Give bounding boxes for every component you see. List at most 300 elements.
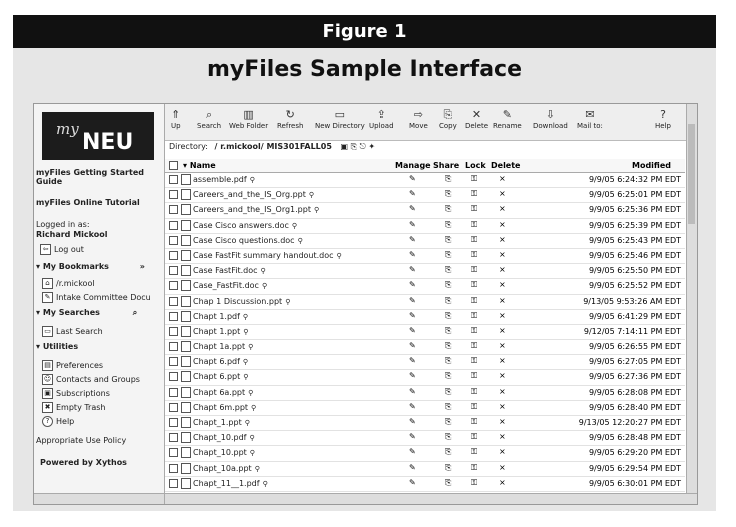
lock-icon[interactable]: ⚿: [471, 356, 478, 366]
share-icon[interactable]: ⎘: [445, 265, 452, 275]
file-name[interactable]: [193, 448, 255, 457]
file-name[interactable]: [193, 190, 314, 199]
bookmarks-heading[interactable]: ▾ My Bookmarks »: [36, 262, 145, 271]
share-icon[interactable]: ⎘: [445, 477, 452, 487]
binoculars-icon[interactable]: ⚲: [285, 297, 291, 306]
file-icon: [181, 417, 191, 428]
modified-date: 9/9/05 6:29:20 PM EDT: [588, 448, 681, 458]
vertical-scrollbar[interactable]: [686, 104, 697, 494]
file-row[interactable]: [165, 370, 685, 385]
file-name-text: Careers_and_the_IS_Org1.ppt: [193, 205, 311, 215]
share-icon[interactable]: ⎘: [445, 325, 452, 335]
rename-icon: ✎: [502, 108, 512, 121]
binoculars-icon[interactable]: ⚲: [248, 343, 254, 352]
delete-icon[interactable]: ×: [499, 174, 506, 183]
online-tutorial-link[interactable]: myFiles Online Tutorial: [36, 198, 140, 207]
modified-date: 9/9/05 6:25:01 PM EDT: [588, 190, 681, 200]
file-name[interactable]: [193, 433, 255, 442]
file-row[interactable]: [165, 188, 685, 203]
delete-icon[interactable]: ×: [499, 356, 506, 366]
file-name[interactable]: [193, 221, 297, 230]
row-checkbox[interactable]: [169, 448, 178, 457]
column-name[interactable]: ▾ Name: [183, 161, 216, 170]
bookmark-add-icon[interactable]: »: [139, 262, 145, 271]
file-name[interactable]: [193, 403, 256, 412]
share-icon[interactable]: ⎘: [445, 295, 452, 305]
toolbar-button-label: Rename: [493, 122, 522, 130]
move-icon: ⇨: [413, 108, 423, 121]
binoculars-icon[interactable]: ⚲: [262, 479, 268, 488]
binoculars-icon[interactable]: ⚲: [308, 191, 315, 200]
lock-icon[interactable]: ⚿: [471, 325, 478, 335]
logout-label: Log out: [54, 245, 84, 254]
row-checkbox[interactable]: [169, 388, 178, 397]
share-icon[interactable]: ⎘: [445, 310, 452, 320]
file-table-body: [165, 173, 685, 492]
mail-icon: ✉: [585, 108, 595, 121]
row-checkbox[interactable]: [169, 251, 178, 260]
modified-date: 9/9/05 6:25:46 PM EDT: [588, 250, 681, 260]
delete-icon[interactable]: ×: [499, 341, 506, 351]
share-icon[interactable]: ⎘: [445, 234, 452, 244]
row-checkbox[interactable]: [169, 357, 178, 366]
bookmark-item[interactable]: [42, 292, 151, 303]
file-icon: [181, 265, 191, 276]
file-row[interactable]: [165, 173, 685, 188]
binoculars-icon[interactable]: ⚲: [243, 327, 249, 336]
toolbar-button-new-directory[interactable]: [315, 108, 365, 130]
logo-neu-text: NEU: [82, 130, 134, 155]
row-checkbox[interactable]: [169, 236, 178, 245]
utility-label: Subscriptions: [56, 389, 110, 398]
bookmark-item[interactable]: [42, 278, 95, 289]
binoculars-icon[interactable]: ⚲: [313, 206, 320, 215]
utility-label: Empty Trash: [56, 403, 106, 412]
toolbar-button-label: Up: [171, 122, 181, 130]
user-name: Richard Mickool: [36, 230, 108, 239]
file-icon: [181, 189, 191, 200]
binoculars-icon[interactable]: ⚲: [261, 282, 268, 291]
delete-icon[interactable]: ×: [499, 234, 506, 244]
download-icon: ⇩: [545, 108, 555, 121]
toolbar-button-upload[interactable]: [369, 108, 394, 130]
file-icon: [181, 356, 191, 367]
utility-label: Preferences: [56, 361, 104, 370]
share-icon[interactable]: ⎘: [445, 204, 452, 214]
binoculars-icon[interactable]: ⚲: [291, 221, 298, 230]
file-name-text: Case Cisco questions.doc: [193, 235, 295, 245]
file-name-text: Chapt_10.pdf: [193, 433, 247, 443]
delete-icon[interactable]: ×: [499, 462, 506, 472]
subscriptions-icon: ▣: [42, 388, 53, 399]
lock-icon[interactable]: ⚿: [471, 371, 478, 381]
file-name[interactable]: [193, 175, 255, 184]
row-checkbox[interactable]: [169, 297, 178, 306]
manage-icon[interactable]: ✎: [409, 477, 416, 487]
share-icon[interactable]: ⎘: [445, 280, 452, 290]
file-row[interactable]: [165, 234, 685, 249]
column-delete: Delete: [491, 161, 521, 170]
toolbar-button-label: Delete: [465, 122, 488, 130]
file-name-text: Case_FastFit.doc: [193, 281, 259, 291]
file-icon: [181, 447, 191, 458]
modified-date: 9/9/05 6:28:40 PM EDT: [588, 402, 681, 412]
toolbar-button-label: Copy: [439, 122, 457, 130]
delete-icon[interactable]: ×: [499, 249, 506, 259]
manage-icon[interactable]: ✎: [409, 401, 416, 411]
file-name[interactable]: [193, 342, 253, 351]
folder-icon: ▭: [42, 326, 53, 337]
toolbar-button-label: Web Folder: [229, 122, 269, 130]
search-item[interactable]: [42, 326, 103, 337]
row-checkbox[interactable]: [169, 327, 178, 336]
manage-icon[interactable]: ✎: [409, 310, 416, 320]
file-icon: [181, 341, 191, 352]
directory-path[interactable]: / r.mickool/ MIS301FALL05: [214, 142, 332, 151]
utility-item-contacts[interactable]: [42, 374, 140, 385]
file-name[interactable]: [193, 357, 248, 366]
file-table-header: [165, 159, 685, 173]
delete-icon[interactable]: ×: [499, 401, 506, 411]
delete-icon[interactable]: ×: [499, 280, 506, 290]
file-name[interactable]: [193, 464, 260, 473]
share-icon[interactable]: ⎘: [445, 174, 452, 183]
manage-icon[interactable]: ✎: [409, 386, 416, 396]
row-checkbox[interactable]: [169, 312, 178, 321]
file-row[interactable]: [165, 295, 685, 310]
share-icon[interactable]: ⎘: [445, 219, 452, 229]
lock-icon[interactable]: ⚿: [471, 295, 478, 305]
manage-icon[interactable]: ✎: [409, 341, 416, 351]
lock-icon[interactable]: ⚿: [471, 386, 478, 396]
row-checkbox[interactable]: [169, 190, 178, 199]
binoculars-icon[interactable]: ⚲: [243, 373, 249, 382]
toolbar-button-label: Download: [533, 122, 568, 130]
delete-icon[interactable]: ×: [499, 386, 506, 396]
preferences-icon: ▤: [42, 360, 53, 371]
binoculars-icon[interactable]: ⚲: [260, 267, 266, 276]
vertical-scroll-thumb[interactable]: [688, 124, 695, 224]
sidebar-horizontal-scrollbar[interactable]: [34, 493, 164, 504]
directory-action-icons[interactable]: ▣ ⎘ ⎋ ✦: [340, 142, 376, 151]
file-name[interactable]: [193, 327, 248, 336]
modified-date: 9/12/05 7:14:11 PM EDT: [583, 326, 681, 336]
modified-date: 9/9/05 6:30:01 PM EDT: [588, 478, 681, 488]
modified-date: 9/9/05 6:27:36 PM EDT: [588, 372, 681, 382]
binoculars-icon[interactable]: ⚲: [297, 236, 303, 245]
delete-icon[interactable]: ×: [499, 204, 506, 214]
manage-icon[interactable]: ✎: [409, 432, 416, 442]
file-icon: [181, 311, 191, 322]
delete-icon[interactable]: ×: [499, 432, 506, 442]
modified-date: 9/9/05 6:28:48 PM EDT: [588, 433, 681, 443]
row-checkbox[interactable]: [169, 175, 178, 184]
new-directory-icon: ▭: [334, 108, 346, 121]
file-name[interactable]: [193, 281, 267, 290]
file-row[interactable]: [165, 340, 685, 355]
manage-icon[interactable]: ✎: [409, 234, 416, 244]
delete-icon[interactable]: ×: [499, 189, 506, 199]
search-label: Last Search: [56, 327, 103, 336]
file-row[interactable]: [165, 401, 685, 416]
file-row[interactable]: [165, 310, 685, 325]
horizontal-scrollbar[interactable]: [165, 493, 697, 504]
manage-icon[interactable]: ✎: [409, 356, 416, 366]
manage-icon[interactable]: ✎: [409, 325, 416, 335]
row-checkbox[interactable]: [169, 205, 178, 214]
row-checkbox[interactable]: [169, 433, 178, 442]
modified-date: 9/9/05 6:25:39 PM EDT: [588, 220, 681, 230]
share-icon[interactable]: ⎘: [445, 417, 452, 426]
share-icon[interactable]: ⎘: [445, 371, 452, 381]
file-row[interactable]: [165, 416, 685, 431]
delete-icon[interactable]: ×: [499, 295, 506, 305]
searches-heading-label: My Searches: [42, 308, 100, 317]
delete-icon[interactable]: ×: [499, 219, 506, 229]
lock-icon[interactable]: ⚿: [471, 265, 478, 275]
share-icon[interactable]: ⎘: [445, 462, 452, 472]
file-row[interactable]: [165, 446, 685, 461]
manage-icon[interactable]: ✎: [409, 371, 416, 381]
searches-heading[interactable]: ▾ My Searches ⌕: [36, 308, 138, 317]
myneu-logo[interactable]: [42, 112, 154, 160]
up-icon: ⇑: [171, 108, 181, 121]
file-name-text: Case FastFit.doc: [193, 266, 258, 276]
manage-icon[interactable]: ✎: [409, 219, 416, 229]
modified-date: 9/13/05 9:53:26 AM EDT: [583, 296, 681, 306]
lock-icon[interactable]: ⚿: [471, 477, 478, 487]
file-icon: [181, 402, 191, 413]
manage-icon[interactable]: ✎: [409, 174, 416, 183]
binoculars-icon[interactable]: ⚲: [251, 403, 257, 412]
manage-icon[interactable]: ✎: [409, 280, 416, 290]
refresh-icon: ↻: [285, 108, 295, 121]
file-icon: [181, 250, 191, 261]
lock-icon[interactable]: ⚿: [471, 310, 478, 320]
share-icon[interactable]: ⎘: [445, 249, 452, 259]
utility-label: Help: [56, 417, 75, 426]
binoculars-icon[interactable]: ⚲: [242, 312, 249, 321]
lock-icon[interactable]: ⚿: [471, 219, 478, 229]
modified-date: 9/9/05 6:27:05 PM EDT: [588, 357, 681, 367]
toolbar-button-search[interactable]: [197, 108, 221, 130]
row-checkbox[interactable]: [169, 418, 178, 427]
toolbar-button-download[interactable]: [533, 108, 568, 130]
toolbar-button-help[interactable]: [655, 108, 671, 130]
file-icon: [181, 296, 191, 307]
file-row[interactable]: [165, 249, 685, 264]
column-lock: Lock: [465, 161, 486, 170]
figure-title: myFiles Sample Interface: [206, 57, 523, 82]
manage-icon[interactable]: ✎: [409, 265, 416, 275]
toolbar-button-label: Help: [655, 122, 671, 130]
file-name[interactable]: [193, 372, 248, 381]
column-modified[interactable]: Modified: [631, 161, 671, 170]
lock-icon[interactable]: ⚿: [471, 447, 478, 457]
binoculars-icon[interactable]: ⚲: [249, 449, 255, 458]
share-icon[interactable]: ⎘: [445, 432, 452, 442]
utilities-heading[interactable]: ▾ Utilities: [36, 342, 79, 351]
share-icon[interactable]: ⎘: [445, 447, 452, 457]
share-icon[interactable]: ⎘: [445, 341, 452, 351]
file-row[interactable]: [165, 355, 685, 370]
web-folder-icon: ▥: [243, 108, 254, 121]
file-name[interactable]: [193, 297, 290, 306]
toolbar-button-refresh[interactable]: [277, 108, 303, 130]
toolbar: [165, 104, 697, 141]
delete-icon[interactable]: ×: [499, 371, 506, 381]
row-checkbox[interactable]: [169, 479, 178, 488]
file-name-text: Chapt 6.ppt: [193, 372, 241, 382]
bookmark-pen-icon: ✎: [42, 292, 53, 303]
binoculars-icon[interactable]: ⚲: [249, 434, 255, 443]
file-row[interactable]: [165, 203, 685, 218]
file-row[interactable]: [165, 279, 685, 294]
app-window: [33, 103, 698, 505]
manage-icon[interactable]: ✎: [409, 189, 416, 199]
delete-icon[interactable]: ×: [499, 310, 506, 320]
contacts-icon: ☺: [43, 375, 52, 383]
upload-icon: ⇪: [376, 108, 386, 121]
file-name-text: Chapt_1.ppt: [193, 418, 242, 427]
file-name-text: Chapt_10a.ppt: [193, 463, 252, 473]
column-share: Share: [433, 161, 460, 170]
binoculars-icon[interactable]: ⚲: [248, 388, 254, 397]
row-checkbox[interactable]: [169, 221, 178, 230]
file-name[interactable]: [193, 236, 303, 245]
file-icon: [181, 174, 191, 185]
file-row[interactable]: [165, 462, 685, 477]
file-icon: [181, 280, 191, 291]
utility-item-empty-trash[interactable]: [42, 402, 105, 413]
toolbar-button-delete[interactable]: [465, 108, 488, 130]
delete-icon[interactable]: ×: [499, 477, 506, 487]
row-checkbox[interactable]: [169, 403, 178, 412]
utility-item-preferences[interactable]: [42, 360, 103, 371]
row-checkbox[interactable]: [169, 372, 178, 381]
file-row[interactable]: [165, 431, 685, 446]
delete-icon[interactable]: ×: [499, 417, 506, 426]
file-icon: [181, 478, 191, 489]
file-name[interactable]: [193, 312, 248, 321]
toolbar-button-rename[interactable]: [493, 108, 522, 130]
lock-icon[interactable]: ⚿: [471, 204, 478, 214]
logout-link[interactable]: [40, 244, 84, 255]
lock-icon[interactable]: ⚿: [471, 249, 478, 259]
lock-icon[interactable]: ⚿: [471, 417, 478, 426]
manage-icon[interactable]: ✎: [409, 447, 416, 457]
toolbar-button-copy[interactable]: [439, 108, 457, 130]
manage-icon[interactable]: ✎: [409, 295, 416, 305]
delete-icon[interactable]: ×: [499, 325, 506, 335]
home-folder-icon: ⌂: [42, 278, 53, 289]
lock-icon[interactable]: ⚿: [471, 462, 478, 472]
row-checkbox[interactable]: [169, 464, 178, 473]
share-icon[interactable]: ⎘: [445, 356, 452, 366]
toolbar-button-label: New Directory: [315, 122, 365, 130]
figure-frame: [13, 15, 716, 511]
bookmark-label: /r.mickool: [56, 279, 95, 288]
toolbar-button-web-folder[interactable]: [229, 108, 268, 130]
policy-link[interactable]: Appropriate Use Policy: [36, 436, 127, 445]
toolbar-button-label: Refresh: [277, 122, 304, 130]
directory-label: Directory:: [169, 142, 208, 151]
manage-icon[interactable]: ✎: [409, 417, 416, 426]
modified-date: 9/9/05 6:24:32 PM EDT: [588, 175, 681, 184]
manage-icon[interactable]: ✎: [409, 462, 416, 472]
row-checkbox[interactable]: [169, 342, 178, 351]
binoculars-icon[interactable]: ⚲: [249, 176, 255, 184]
row-checkbox[interactable]: [169, 266, 178, 275]
row-checkbox[interactable]: [169, 281, 178, 290]
manage-icon[interactable]: ✎: [409, 204, 416, 214]
delete-icon[interactable]: ×: [499, 447, 506, 457]
file-name[interactable]: [193, 251, 342, 260]
binoculars-icon[interactable]: ⚲: [244, 419, 250, 427]
file-row[interactable]: [165, 264, 685, 279]
utilities-heading-label: Utilities: [42, 342, 79, 351]
file-name[interactable]: [193, 418, 250, 427]
binoculars-icon[interactable]: ⚲: [242, 358, 249, 367]
file-name[interactable]: [193, 388, 253, 397]
modified-date: 9/9/05 6:25:36 PM EDT: [588, 205, 681, 215]
utility-label: Contacts and Groups: [56, 375, 140, 384]
lock-icon[interactable]: ⚿: [471, 174, 478, 183]
file-name[interactable]: [193, 266, 266, 275]
file-row[interactable]: [165, 219, 685, 234]
file-name-text: Chapt 1.pdf: [193, 311, 240, 321]
logout-icon: ⇦: [40, 244, 51, 255]
utility-item-help[interactable]: [42, 416, 74, 427]
share-icon[interactable]: ⎘: [445, 386, 452, 396]
file-row[interactable]: [165, 477, 685, 492]
binoculars-icon[interactable]: ⚲: [336, 251, 342, 260]
utility-item-subscriptions[interactable]: [42, 388, 110, 399]
delete-icon[interactable]: ×: [499, 265, 506, 275]
file-name[interactable]: [193, 205, 319, 214]
file-name[interactable]: [193, 479, 268, 488]
lock-icon[interactable]: ⚿: [471, 432, 478, 442]
lock-icon[interactable]: ⚿: [471, 341, 478, 351]
file-name-text: Chapt_10.ppt: [193, 448, 247, 458]
toolbar-button-up[interactable]: [171, 108, 181, 130]
manage-icon[interactable]: ✎: [409, 249, 416, 259]
modified-date: 9/13/05 12:20:27 PM EDT: [578, 418, 681, 427]
share-icon[interactable]: ⎘: [445, 401, 452, 411]
help-icon: ?: [660, 108, 666, 121]
file-row[interactable]: [165, 325, 685, 340]
file-name-text: Case FastFit summary handout.doc: [193, 250, 334, 260]
toolbar-button-mail-to[interactable]: [577, 108, 603, 130]
search-add-icon[interactable]: ⌕: [132, 308, 138, 317]
directory-bar: [165, 142, 697, 156]
powered-by: Powered by Xythos: [40, 458, 127, 467]
toolbar-button-label: Move: [409, 122, 428, 130]
modified-date: 9/9/05 6:25:52 PM EDT: [588, 281, 681, 291]
toolbar-button-move[interactable]: [409, 108, 428, 130]
getting-started-link[interactable]: myFiles Getting Started Guide: [36, 168, 144, 186]
lock-icon[interactable]: ⚿: [471, 189, 478, 199]
lock-icon[interactable]: ⚿: [471, 280, 478, 290]
share-icon[interactable]: ⎘: [445, 189, 452, 199]
lock-icon[interactable]: ⚿: [471, 234, 478, 244]
lock-icon[interactable]: ⚿: [471, 401, 478, 411]
modified-date: 9/9/05 6:28:08 PM EDT: [588, 387, 681, 397]
binoculars-icon[interactable]: ⚲: [254, 464, 260, 473]
select-all-checkbox[interactable]: [169, 161, 178, 170]
file-row[interactable]: [165, 386, 685, 401]
modified-date: 9/9/05 6:25:43 PM EDT: [588, 235, 681, 245]
